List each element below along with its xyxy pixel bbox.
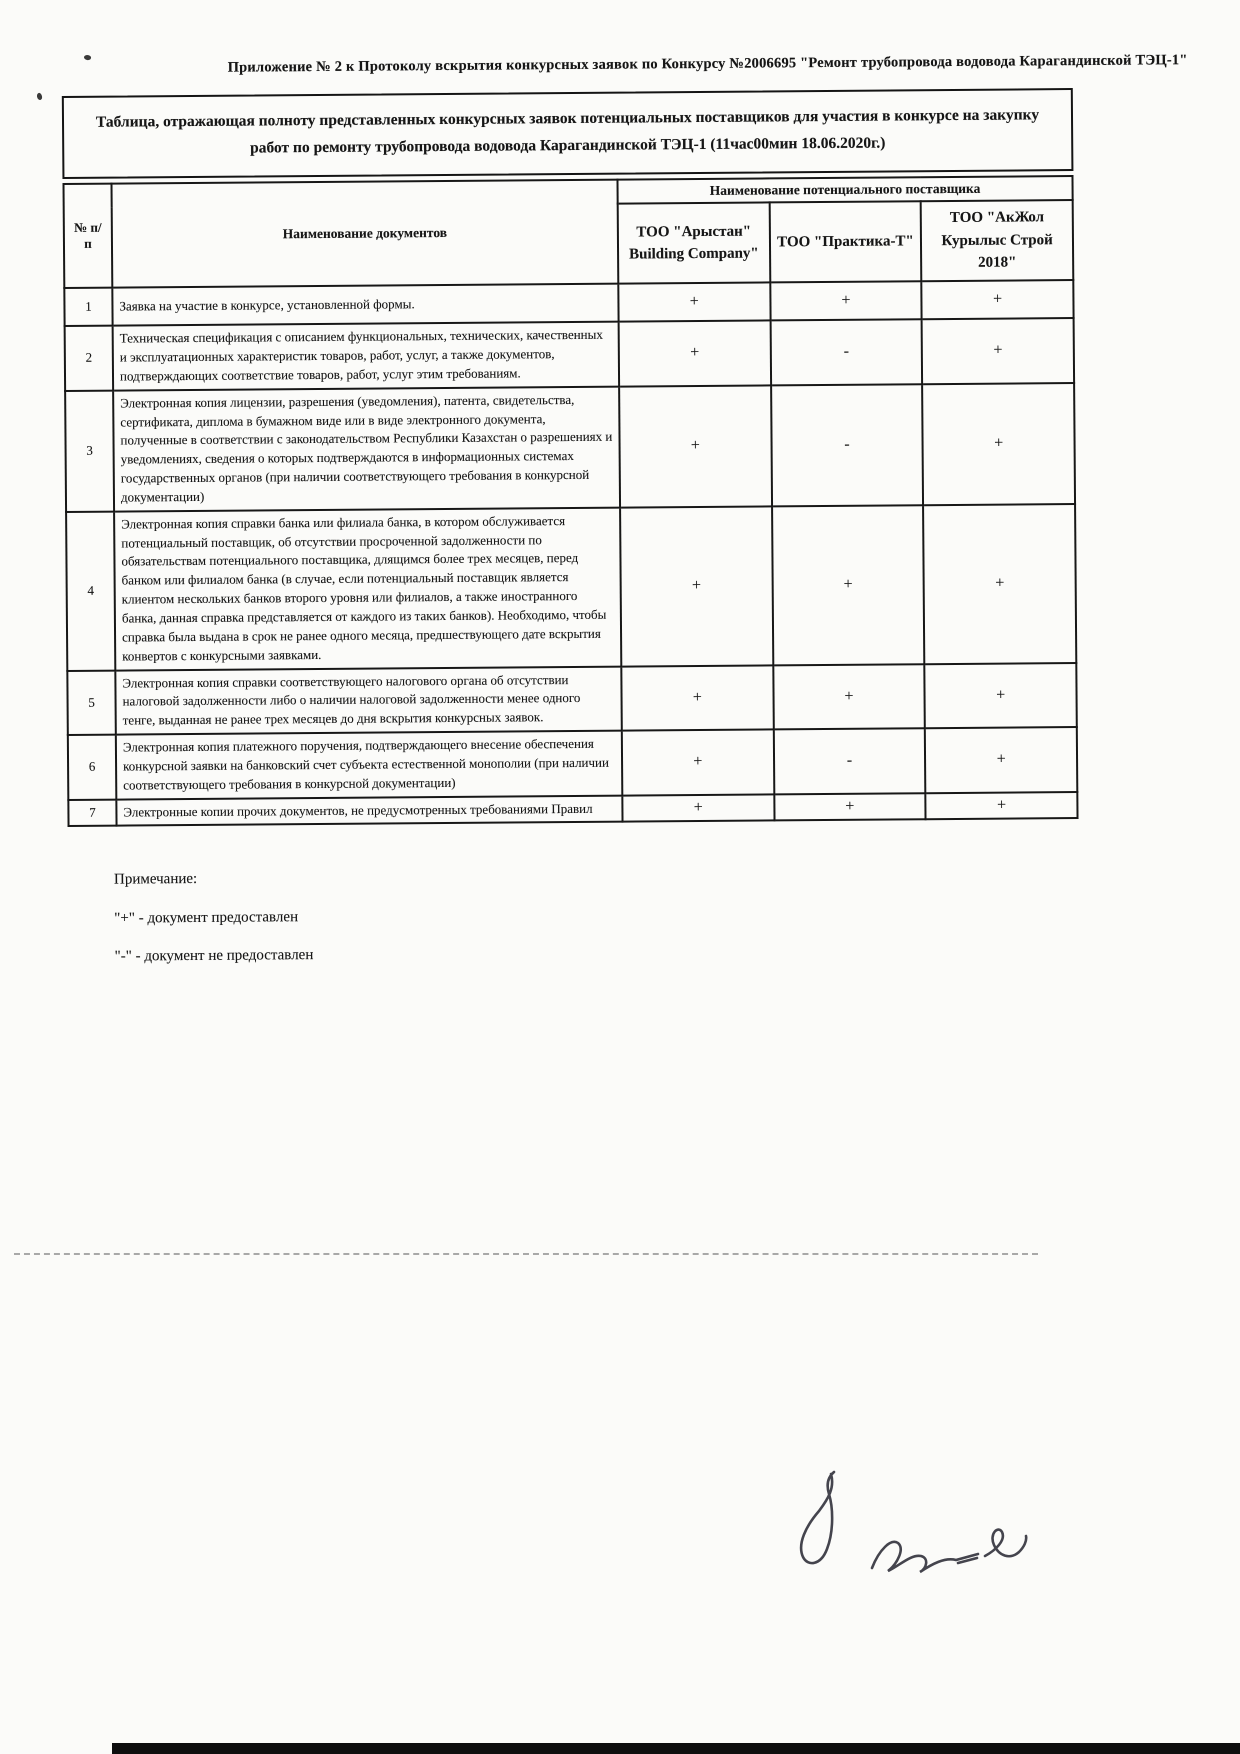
document-description: Заявка на участие в конкурсе, установленной формы. xyxy=(112,284,618,326)
supplier-mark: - xyxy=(771,384,924,506)
document-description: Электронная копия справки банка или филиала банка, в котором обслуживается потенциальный поставщик, об отсутствии просроченной задолженности по обязательствам потенциального поставщика, длящимся более трех месяцев, перед банком или филиалом банка (в случае, если потенциальный поставщик является клиентом нескольких банков второго уровня или филиалов, а также иностранного банка, данная справка представляется от каждого из таких банков). Необходимо, чтобы справка была выдана в срок не ранее одного месяца, предшествующего дате вскрытия конвертов с конкурсными заявками. xyxy=(114,507,621,670)
document-description: Техническая спецификация с описанием функциональных, технических, качественных и эксплуатационных характеристик товаров, работ, услуг, а также документов, подтверждающих соответствие товаров, работ, услуг этим требованиям. xyxy=(113,322,619,391)
supplier-mark: + xyxy=(619,321,771,387)
supplier-mark: + xyxy=(925,727,1077,793)
supplier-mark: - xyxy=(773,728,925,794)
column-header-documents: Наименование документов xyxy=(112,180,619,288)
document-description: Электронные копии прочих документов, не предусмотренных требованиями Правил xyxy=(116,795,622,826)
signature-dash xyxy=(958,1558,977,1563)
supplier-mark: + xyxy=(923,504,1076,664)
supplier-mark: + xyxy=(618,283,770,322)
row-number: 3 xyxy=(65,390,114,511)
table-title: Таблица, отражающая полноту представленных конкурсных заявок потенциальных поставщиков для участия в конкурсе на закупку работ по ремонту трубопровода водовода Карагандинской ТЭЦ-1 (11час00мин 18.06.2020г.) xyxy=(62,89,1074,180)
supplier-mark: + xyxy=(925,663,1077,729)
table-row xyxy=(68,727,1077,799)
scan-bottom-edge xyxy=(112,1743,1240,1754)
row-number: 6 xyxy=(68,735,117,800)
column-header-supplier-1: ТОО "Арыстан" Building Company" xyxy=(618,203,770,284)
document-description: Электронная копия платежного поручения, подтверждающего внесение обеспечения конкурсной заявки на банковский счет субъекта естественной монополии (при наличии соответствующего требования в конкурсной документации) xyxy=(116,731,622,800)
supplier-mark: + xyxy=(620,506,773,666)
supplier-mark: + xyxy=(926,792,1078,820)
table-row xyxy=(65,383,1075,512)
supplier-mark: + xyxy=(922,383,1075,505)
notes-label: Примечание: xyxy=(113,871,198,889)
documents-table-head xyxy=(64,176,1074,288)
documents-table xyxy=(62,175,1078,827)
supplier-mark: + xyxy=(619,385,772,507)
supplier-mark: - xyxy=(770,319,922,385)
column-header-supplier-2: ТОО "Практика-Т" xyxy=(769,201,921,282)
supplier-mark: + xyxy=(922,318,1074,384)
supplier-mark: + xyxy=(772,505,925,665)
note-plus: "+" - документ предоставлен xyxy=(114,909,299,927)
document-description: Электронная копия лицензии, разрешения (уведомления), патента, свидетельства, сертификата, диплома в бумажном виде или в виде электронного документа, полученные в соответствии с законодательством Республики Казахстан о разрешениях и уведомлениях, сведения о которых подтверждаются в информационных системах государственных органов (при наличии соответствующего требования в конкурсной документации) xyxy=(113,386,620,511)
document-header-line: Приложение № 2 к Протоколу вскрытия конкурсных заявок по Конкурсу №2006695 "Ремонт трубопровода водовода Карагандинской ТЭЦ-1" xyxy=(227,52,1188,76)
note-minus: "-" - документ не предоставлен xyxy=(114,947,314,966)
row-number: 4 xyxy=(66,511,115,670)
documents-table-body xyxy=(64,280,1077,826)
supplier-mark: + xyxy=(621,665,773,731)
scan-fold-line xyxy=(14,1253,1038,1255)
signature-loop xyxy=(801,1472,834,1563)
column-header-suppliers-group: Наименование потенциального поставщика xyxy=(617,176,1072,204)
document-description: Электронная копия справки соответствующего налогового органа об отсутствии налоговой задолженности либо о наличии налоговой задолженности менее одного тенге, выданная не ранее трех месяцев до дня вскрытия конкурсных заявок. xyxy=(115,666,621,735)
column-header-supplier-3: ТОО "АкЖол Курылыс Строй 2018" xyxy=(921,200,1073,281)
row-number: 7 xyxy=(68,799,116,826)
table-row xyxy=(66,504,1076,671)
row-number: 5 xyxy=(67,670,116,735)
row-number: 2 xyxy=(65,326,114,391)
table-row xyxy=(65,318,1074,390)
supplier-mark: + xyxy=(922,280,1074,319)
column-header-number: № п/п xyxy=(64,184,113,288)
signature-scribble-tail xyxy=(985,1530,1026,1557)
supplier-mark: + xyxy=(622,729,774,795)
table-row xyxy=(67,663,1076,735)
notes-block xyxy=(114,860,1240,968)
row-number: 1 xyxy=(64,288,112,326)
signature-scribble xyxy=(872,1542,978,1572)
supplier-mark: + xyxy=(774,793,926,821)
supplier-mark: + xyxy=(770,281,922,320)
supplier-mark: + xyxy=(773,664,925,730)
supplier-mark: + xyxy=(622,794,774,822)
